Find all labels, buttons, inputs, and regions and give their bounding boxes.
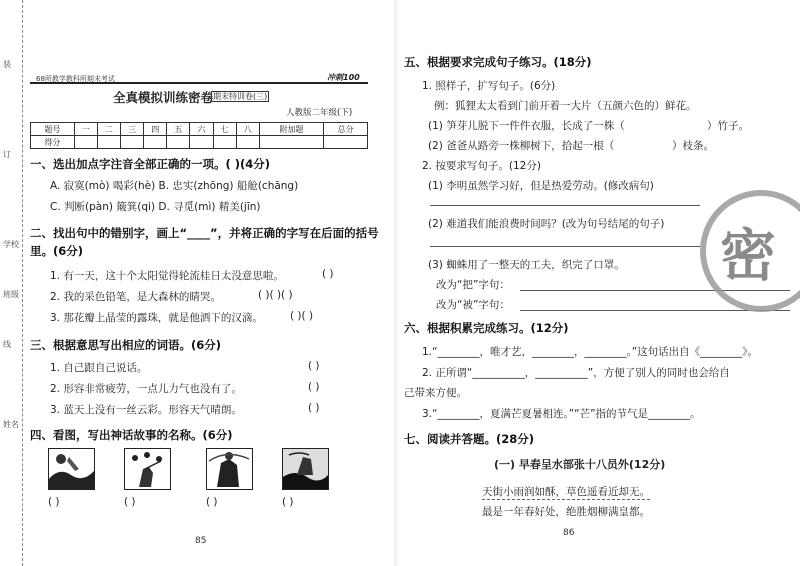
score-cell: 总分: [324, 123, 368, 136]
s5-q2a-answer-line[interactable]: [430, 205, 700, 206]
s3-item-1: 1. 自己跟自己说话。: [50, 362, 148, 374]
score-cell: 二: [97, 123, 120, 136]
score-cell: 得分: [31, 136, 75, 149]
s2-item-1: 1. 有一天，这十个太阳觉得轮流桂日太没意思啦。: [50, 270, 284, 282]
page-number-right: 86: [563, 528, 575, 538]
s5-q1a-left: (1) 笋芽儿脱下一件件衣服，长成了一株（: [428, 120, 625, 132]
s1-options-ab: A. 寂寞(mò) 喝彩(hè) B. 忠实(zhōng) 船舱(chāng): [50, 180, 299, 192]
score-table-header-row: [31, 123, 368, 136]
s6-q2-cont: 己带来方便。: [404, 387, 467, 399]
s4-answer-1[interactable]: ( ): [48, 496, 60, 508]
section-2-heading-line1: 二、找出句中的错别字，画上“____”，并将正确的字写在后面的括号: [30, 226, 379, 240]
binding-text-6: 姓名: [3, 420, 19, 429]
s5-q1: 1. 照样子，扩写句子。(6分): [422, 80, 556, 92]
myth-picture-3: [206, 448, 253, 490]
page-number-left: 85: [195, 536, 207, 546]
score-cell: 一: [74, 123, 97, 136]
score-cell: 八: [236, 123, 259, 136]
s4-answer-3[interactable]: ( ): [206, 496, 218, 508]
score-cell: 四: [144, 123, 167, 136]
score-cell: 六: [190, 123, 213, 136]
score-table-score-row: [31, 136, 368, 149]
section-7-heading: 七、阅读并答题。(28分): [404, 432, 535, 446]
paper-title-tag: 期末特训卷(三): [213, 92, 268, 101]
s7-poem-line-2: 最是一年春好处，绝胜烟柳满皇都。: [482, 506, 650, 518]
s7-poem-line-1: 天街小雨润如酥，草色遥看近却无。: [482, 486, 650, 498]
s3-answer-1[interactable]: ( ): [308, 360, 320, 372]
s5-q1b-left: (2) 爸爸从路旁一株柳树下，拾起一根（: [428, 140, 615, 152]
s5-q2c: (3) 蜘蛛用了一整天的工夫，织完了口罩。: [428, 259, 625, 271]
header-rule: [30, 82, 368, 84]
binding-text-1: 装: [3, 60, 11, 69]
s3-answer-3[interactable]: ( ): [308, 402, 320, 414]
s2-item-2: 2. 我的采色铅笔，是大森林的睛哭。: [50, 291, 221, 303]
header-small: 68所教学教科所期末考试: [36, 75, 115, 83]
score-table: [30, 122, 368, 149]
section-5-heading: 五、根据要求完成句子练习。(18分): [404, 55, 592, 69]
left-page: [0, 0, 395, 566]
s2-answer-1[interactable]: ( ): [322, 268, 334, 280]
score-cell: 附加题: [259, 123, 323, 136]
s5-example: 例：狐狸太太看到门前开着一大片（五颜六色的）鲜花。: [434, 100, 697, 112]
myth-picture-2: [124, 448, 171, 490]
binding-text-3: 学校: [3, 240, 19, 249]
score-cell: 三: [121, 123, 144, 136]
myth-picture-1: [48, 448, 95, 490]
s4-answer-2[interactable]: ( ): [124, 496, 136, 508]
s2-item-3: 3. 那花瓣上晶莹的露珠，就是他洒下的汉滴。: [50, 312, 263, 324]
s5-q2b-answer-line[interactable]: [430, 246, 700, 247]
s1-options-cd: C. 判断(pàn) 簸箕(qi) D. 寻觅(mì) 精美(jīn): [50, 201, 261, 213]
header-right: 冲刺100: [327, 73, 360, 82]
s6-q1: 1.“________，唯才艺，________，________。”这句话出自《________》。: [422, 346, 758, 358]
s5-q2c-ba-label: 改为“把”字句：: [436, 279, 510, 291]
score-cell: 七: [213, 123, 236, 136]
s5-q2b: (2) 难道我们能浪费时间吗？(改为句号结尾的句子): [428, 218, 665, 230]
secret-stamp: 密: [720, 224, 776, 289]
s7-passage-title: (一) 早春呈水部张十八员外(12分): [494, 458, 666, 471]
s5-q2a: (1) 李明虽然学习好，但是热爱劳动。(修改病句): [428, 180, 654, 192]
section-6-heading: 六、根据积累完成练习。(12分): [404, 321, 569, 335]
s4-answer-4[interactable]: ( ): [282, 496, 294, 508]
score-cell: 五: [167, 123, 190, 136]
s5-q2c-bei-label: 改为“被”字句：: [436, 299, 510, 311]
binding-text-2: 订: [3, 150, 11, 159]
section-2-heading-line2: 里。(6分): [30, 244, 84, 258]
edition-label: 人教版二年级(下): [286, 108, 353, 118]
s6-q3: 3.“________，夏满芒夏暑相连。”“芒”指的节气是________。: [422, 408, 701, 420]
s5-q1a-right: ）竹子。: [707, 120, 749, 132]
binding-text-4: 班级: [3, 290, 19, 299]
section-1-heading: 一、选出加点字注音全部正确的一项。( )(4分): [30, 157, 271, 171]
myth-picture-4: [282, 448, 329, 490]
section-3-heading: 三、根据意思写出相应的词语。(6分): [30, 338, 222, 352]
s5-q2: 2. 按要求写句子。(12分): [422, 160, 541, 172]
score-cell: 题号: [31, 123, 75, 136]
binding-text-5: 线: [3, 340, 11, 349]
s3-answer-2[interactable]: ( ): [308, 381, 320, 393]
s2-answer-2[interactable]: ( )( )( ): [258, 289, 293, 301]
section-4-heading: 四、看图，写出神话故事的名称。(6分): [30, 428, 233, 442]
s3-item-2: 2. 形容非常疲劳，一点儿力气也没有了。: [50, 383, 242, 395]
paper-title: 全真模拟训练密卷: [113, 90, 214, 105]
s6-q2: 2. 正所谓“__________，__________”，方便了别人的同时也会给自: [422, 367, 730, 379]
s2-answer-3[interactable]: ( )( ): [290, 310, 314, 322]
s3-item-3: 3. 蓝天上没有一丝云彩。形容天气晴朗。: [50, 404, 242, 416]
s5-q1b-right: ）枝条。: [672, 140, 714, 152]
binding-margin: [0, 0, 23, 566]
